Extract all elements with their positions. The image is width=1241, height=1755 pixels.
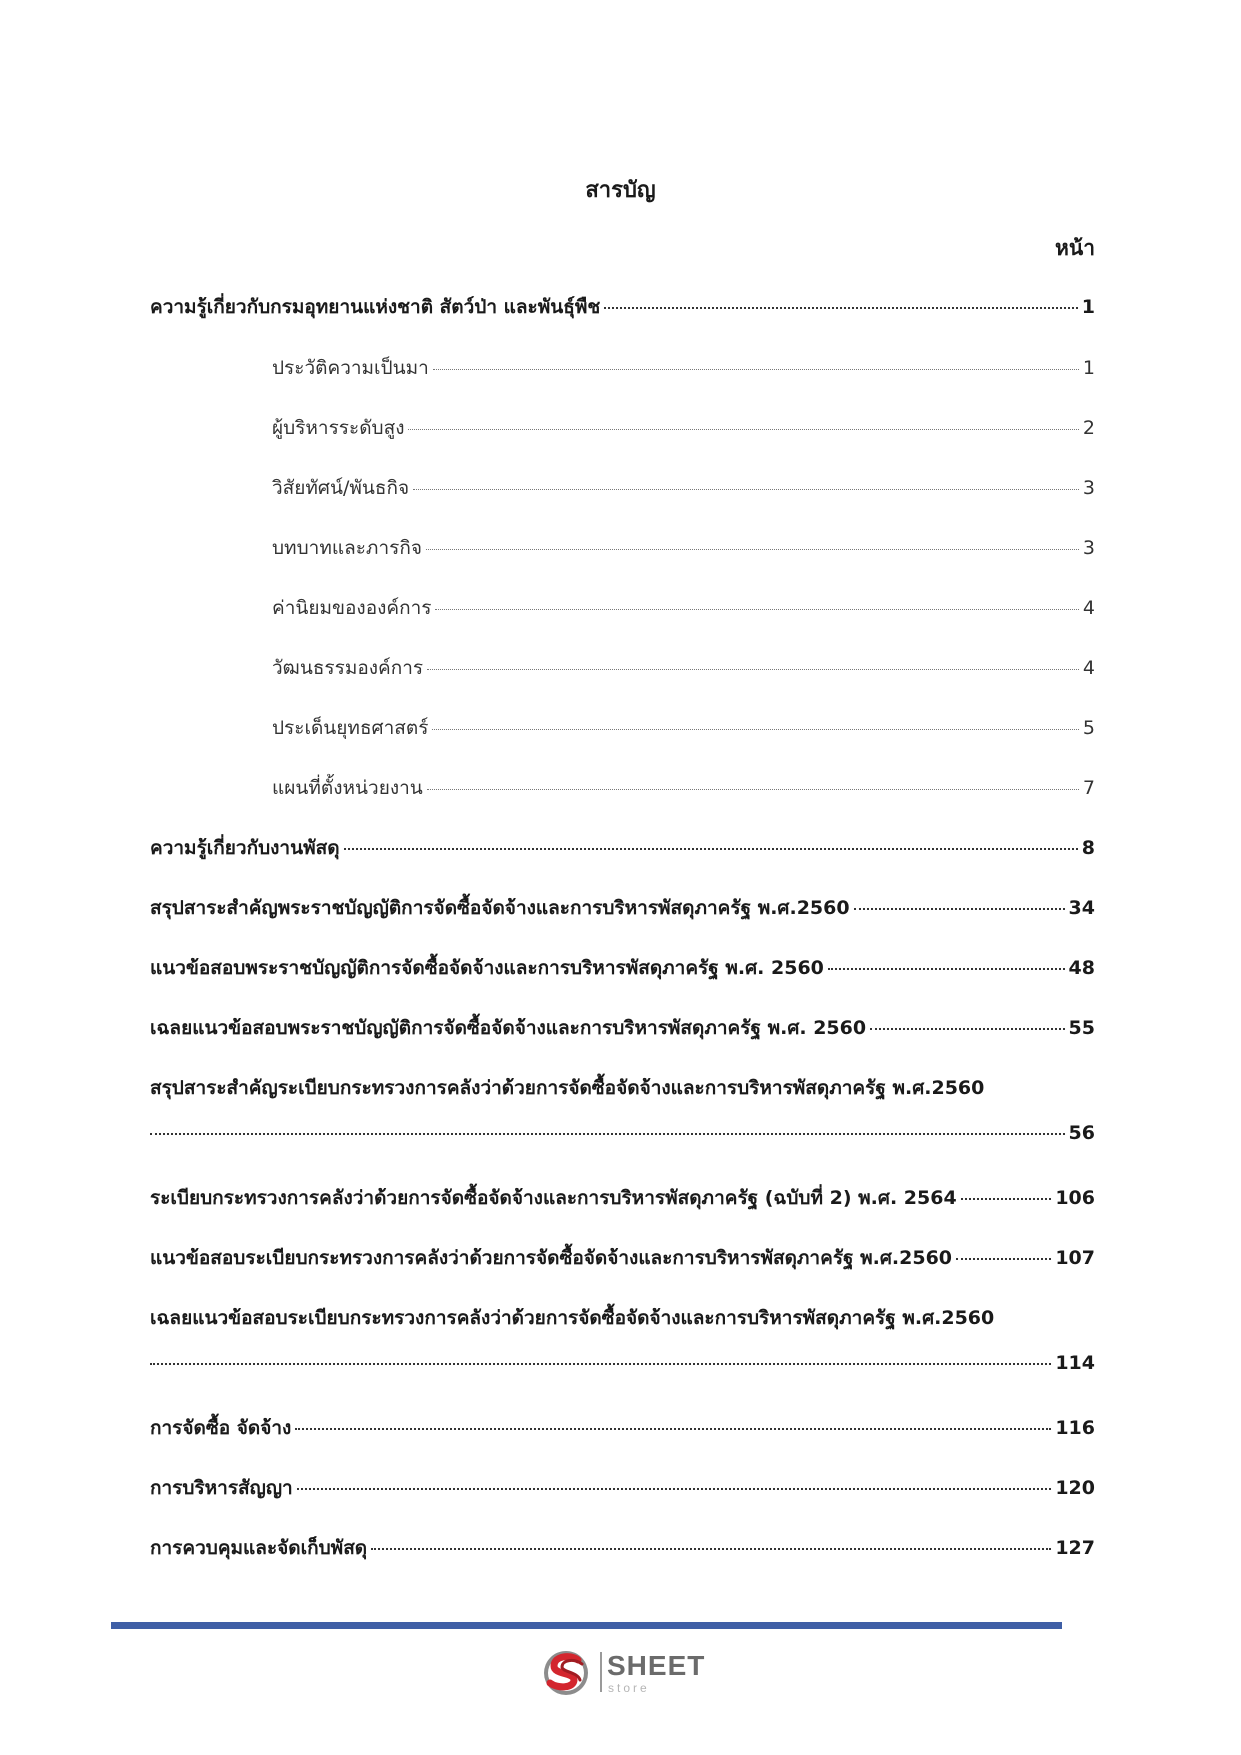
toc-entry xyxy=(150,1533,1095,1563)
dot-leader xyxy=(408,429,1078,430)
toc-subentry xyxy=(272,773,1095,803)
toc-subentry-page: 2 xyxy=(1082,417,1095,439)
toc-subentry xyxy=(272,413,1095,443)
toc-subentry xyxy=(272,713,1095,743)
dot-leader xyxy=(297,1488,1052,1490)
brand-logo xyxy=(540,1648,710,1698)
dot-leader xyxy=(344,848,1078,850)
toc-entry-page: 1 xyxy=(1081,296,1095,318)
dot-leader xyxy=(413,489,1079,490)
toc-subentry-label: บทบาทและภารกิจ xyxy=(272,537,422,559)
toc-subentry xyxy=(272,353,1095,383)
toc-subentry-page: 7 xyxy=(1082,777,1095,799)
dot-leader xyxy=(828,968,1065,970)
toc-subentry xyxy=(272,653,1095,683)
toc-entry-label: สรุปสาระสำคัญพระราชบัญญัติการจัดซื้อจัดจ้างและการบริหารพัสดุภาครัฐ พ.ศ.2560 xyxy=(150,897,850,919)
toc-subentry-page: 4 xyxy=(1082,597,1095,619)
toc-entry-label: ความรู้เกี่ยวกับงานพัสดุ xyxy=(150,837,340,859)
dot-leader xyxy=(426,549,1079,550)
toc-entry-page: 8 xyxy=(1081,837,1095,859)
brand-subtitle: store xyxy=(608,1681,650,1695)
dot-leader xyxy=(427,789,1079,790)
toc-entry xyxy=(150,893,1095,923)
toc-subentry-label: วิสัยทัศน์/พันธกิจ xyxy=(272,477,410,499)
toc-entry-label: การควบคุมและจัดเก็บพัสดุ xyxy=(150,1537,368,1559)
dot-leader xyxy=(854,908,1065,910)
toc-subentry-label: ค่านิยมขององค์การ xyxy=(272,597,432,619)
toc-subentry-label: ประวัติความเป็นมา xyxy=(272,357,429,379)
toc-entry xyxy=(150,1183,1095,1213)
toc-entry xyxy=(150,1352,1095,1374)
toc-entry-page: 56 xyxy=(1068,1122,1095,1144)
toc-entry-label: เฉลยแนวข้อสอบระเบียบกระทรวงการคลังว่าด้วยการจัดซื้อจัดจ้างและการบริหารพัสดุภาครัฐ พ.ศ.2560 xyxy=(150,1307,995,1329)
toc-entry xyxy=(150,953,1095,983)
toc-entry xyxy=(150,1122,1095,1144)
toc-entry-page: 120 xyxy=(1055,1477,1095,1499)
toc-subentry-page: 3 xyxy=(1082,477,1095,499)
toc-subentry-label: ประเด็นยุทธศาสตร์ xyxy=(272,717,429,739)
toc-entry-label: ระเบียบกระทรวงการคลังว่าด้วยการจัดซื้อจัดจ้างและการบริหารพัสดุภาครัฐ (ฉบับที่ 2) พ.ศ. 2564 xyxy=(150,1187,957,1209)
toc-entry-label: แนวข้อสอบระเบียบกระทรวงการคลังว่าด้วยการจัดซื้อจัดจ้างและการบริหารพัสดุภาครัฐ พ.ศ.2560 xyxy=(150,1247,953,1269)
toc-subentry-page: 3 xyxy=(1082,537,1095,559)
toc-title: สารบัญ xyxy=(585,178,656,203)
dot-leader xyxy=(433,369,1079,370)
toc-subentry-label: แผนที่ตั้งหน่วยงาน xyxy=(272,777,423,799)
toc-entry-page: 107 xyxy=(1055,1247,1095,1269)
toc-entry-page: 116 xyxy=(1055,1417,1095,1439)
toc-subentry-page: 5 xyxy=(1082,717,1095,739)
toc-subentry xyxy=(272,473,1095,503)
sheet-store-logo-icon xyxy=(540,1648,596,1698)
toc-entry-label: ความรู้เกี่ยวกับกรมอุทยานแห่งชาติ สัตว์ป่า และพันธุ์พืช xyxy=(150,296,601,318)
dot-leader xyxy=(961,1198,1052,1200)
toc-entry-label: สรุปสาระสำคัญระเบียบกระทรวงการคลังว่าด้วยการจัดซื้อจัดจ้างและการบริหารพัสดุภาครัฐ พ.ศ.2560 xyxy=(150,1077,985,1099)
toc-entry xyxy=(150,833,1095,863)
toc-entry xyxy=(150,1413,1095,1443)
dot-leader xyxy=(371,1548,1051,1550)
dot-leader xyxy=(956,1258,1051,1260)
toc-subentry-label: ผู้บริหารระดับสูง xyxy=(272,417,405,439)
toc-entry-page: 106 xyxy=(1055,1187,1095,1209)
logo-divider xyxy=(600,1652,602,1692)
footer-divider xyxy=(111,1622,1062,1629)
toc-entry-page: 48 xyxy=(1068,957,1095,979)
toc-entry-page: 34 xyxy=(1068,897,1095,919)
brand-name: SHEET xyxy=(607,1650,706,1681)
toc-subentry xyxy=(272,593,1095,623)
dot-leader xyxy=(870,1028,1064,1030)
toc-entry-page: 114 xyxy=(1055,1352,1095,1374)
toc-entry-label: การจัดซื้อ จัดจ้าง xyxy=(150,1417,292,1439)
page-column-header: หน้า xyxy=(1055,236,1095,260)
dot-leader xyxy=(427,669,1079,670)
toc-subentry-page: 4 xyxy=(1082,657,1095,679)
toc-entry-label: การบริหารสัญญา xyxy=(150,1477,293,1499)
toc-entry xyxy=(150,1473,1095,1503)
toc-entry-label: เฉลยแนวข้อสอบพระราชบัญญัติการจัดซื้อจัดจ้างและการบริหารพัสดุภาครัฐ พ.ศ. 2560 xyxy=(150,1017,867,1039)
dot-leader xyxy=(435,609,1078,610)
dot-leader xyxy=(432,729,1078,730)
toc-subentry xyxy=(272,533,1095,563)
dot-leader xyxy=(150,1133,1065,1135)
dot-leader xyxy=(295,1428,1051,1430)
toc-entry xyxy=(150,1013,1095,1043)
toc-subentry-page: 1 xyxy=(1082,357,1095,379)
toc-entry xyxy=(150,292,1095,322)
toc-entry-label: แนวข้อสอบพระราชบัญญัติการจัดซื้อจัดจ้างและการบริหารพัสดุภาครัฐ พ.ศ. 2560 xyxy=(150,957,824,979)
dot-leader xyxy=(604,307,1078,309)
toc-entry-page: 55 xyxy=(1068,1017,1095,1039)
toc-subentry-label: วัฒนธรรมองค์การ xyxy=(272,657,424,679)
dot-leader xyxy=(150,1363,1051,1365)
toc-entry-page: 127 xyxy=(1055,1537,1095,1559)
toc-entry xyxy=(150,1243,1095,1273)
